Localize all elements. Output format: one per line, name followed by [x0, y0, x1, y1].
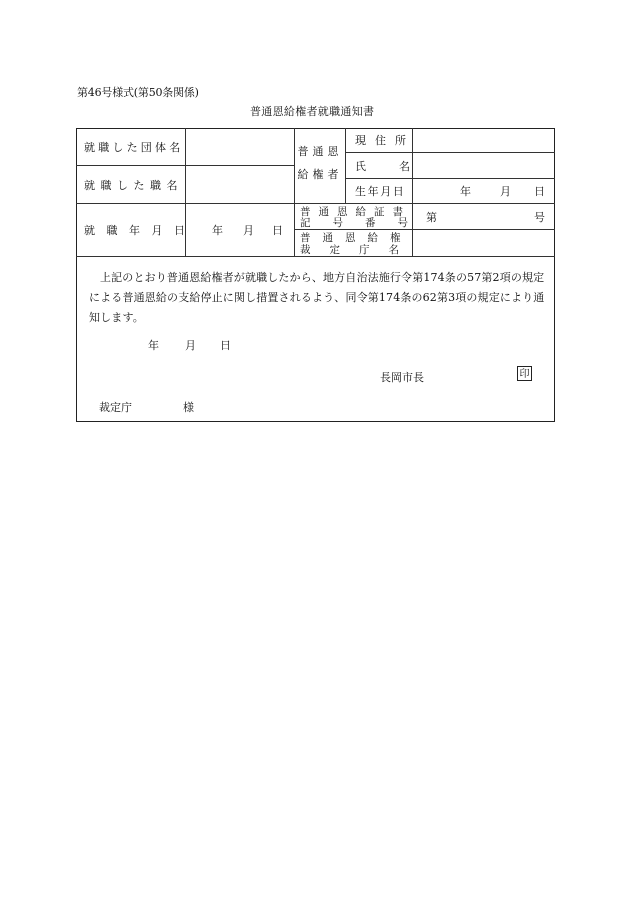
- position-field[interactable]: [186, 166, 293, 202]
- address-label: 現住所: [355, 134, 415, 147]
- agency-label-1: 普通恩給権: [300, 231, 413, 244]
- notice-paragraph: 上記のとおり普通恩給権者が就職したから、地方自治法施行令第174条の57第2項の規定による普通恩給の支給停止に関し措置されるよう、同令第174条の62第3項の規定により通知します。: [89, 271, 545, 324]
- birth-date-year: 年: [460, 185, 471, 198]
- form-title: 普通恩給権者就職通知書: [250, 105, 375, 118]
- notice-date-day: 日: [220, 339, 231, 352]
- employment-date-day: 日: [272, 224, 283, 237]
- birth-date-month: 月: [500, 185, 511, 198]
- position-label: 就職した職名: [84, 178, 183, 192]
- notice-date-year: 年: [148, 339, 159, 352]
- agency-field[interactable]: [413, 230, 554, 256]
- employment-date-field[interactable]: [186, 204, 293, 256]
- name-field[interactable]: [413, 153, 554, 178]
- cert-label-1: 普通恩給証書: [300, 205, 411, 218]
- cert-number-suffix: 号: [534, 210, 545, 224]
- employer-field[interactable]: [186, 129, 293, 164]
- sender-name: 長岡市長: [380, 371, 424, 384]
- seal-mark: 印: [517, 366, 532, 381]
- employment-date-month: 月: [243, 224, 254, 237]
- birth-date-day: 日: [534, 185, 545, 198]
- cert-number-field[interactable]: [413, 204, 554, 229]
- address-field[interactable]: [413, 129, 554, 152]
- agency-label-2: 裁定庁名: [300, 243, 418, 256]
- notice-body: [89, 268, 549, 328]
- employer-label: 就職した団体名: [84, 140, 184, 154]
- recipient-name: 裁定庁: [99, 401, 132, 414]
- birth-date-label: 生年月日: [355, 185, 406, 198]
- holder-group-label-1: 普通恩: [297, 145, 343, 158]
- employment-date-label: 就職年月日: [84, 224, 197, 237]
- name-label: 氏名: [355, 159, 443, 173]
- notice-date-month: 月: [185, 339, 196, 352]
- employment-date-year: 年: [212, 224, 223, 237]
- birth-date-field[interactable]: [413, 179, 554, 203]
- holder-group-label-2: 給権者: [297, 168, 343, 181]
- form-number: 第46号様式(第50条関係): [77, 86, 199, 99]
- cert-label-2: 記号番号: [300, 216, 430, 229]
- recipient-honorific: 様: [183, 401, 194, 414]
- cert-number-prefix: 第: [426, 210, 437, 224]
